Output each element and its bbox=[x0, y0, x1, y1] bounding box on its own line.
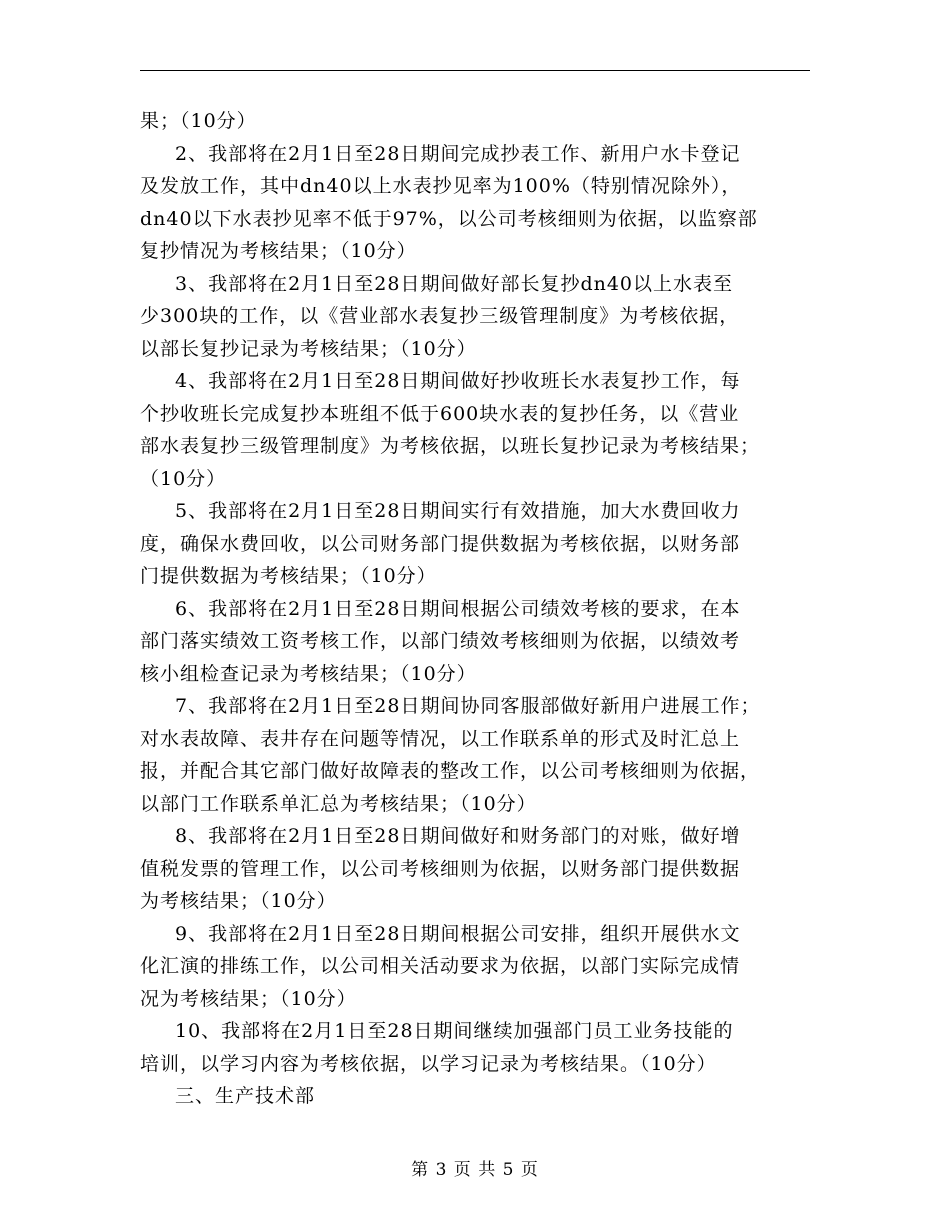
text-line: 及发放工作，其中dn40以上水表抄见率为100%（特别情况除外）， bbox=[140, 175, 742, 197]
text-line: 果；（10分） bbox=[140, 110, 257, 132]
text-line: 7、我部将在2月1日至28日期间协同客服部做好新用户进展工作； bbox=[175, 695, 761, 717]
text-line: 培训，以学习内容为考核依据，以学习记录为考核结果。（10分） bbox=[140, 1052, 717, 1075]
text-line: 值税发票的管理工作，以公司考核细则为依据，以财务部门提供数据 bbox=[140, 857, 741, 880]
text-line: 2、我部将在2月1日至28日期间完成抄表工作、新用户水卡登记 bbox=[175, 142, 741, 165]
text-line: 部水表复抄三级管理制度》为考核依据，以班长复抄记录为考核结果； bbox=[140, 435, 761, 457]
text-line: （10分） bbox=[140, 467, 227, 490]
text-line: 以部长复抄记录为考核结果；（10分） bbox=[140, 337, 477, 360]
text-line: 为考核结果；（10分） bbox=[140, 890, 337, 912]
text-line: 况为考核结果；（10分） bbox=[140, 987, 357, 1010]
text-line: 报，并配合其它部门做好故障表的整改工作，以公司考核细则为依据， bbox=[140, 760, 761, 782]
section-heading: 三、生产技术部 bbox=[175, 1085, 316, 1107]
text-line: 以部门工作联系单汇总为考核结果；（10分） bbox=[140, 792, 537, 815]
text-line: 核小组检查记录为考核结果；（10分） bbox=[140, 662, 477, 685]
text-line: 9、我部将在2月1日至28日期间根据公司安排，组织开展供水文 bbox=[175, 922, 741, 945]
page-number-footer: 第 3 页 共 5 页 bbox=[411, 1160, 539, 1180]
text-line: 部门落实绩效工资考核工作，以部门绩效考核细则为依据，以绩效考 bbox=[140, 630, 741, 652]
text-line: 4、我部将在2月1日至28日期间做好抄收班长水表复抄工作，每 bbox=[175, 370, 741, 392]
header-rule bbox=[140, 70, 810, 71]
text-line: 6、我部将在2月1日至28日期间根据公司绩效考核的要求，在本 bbox=[175, 597, 741, 620]
text-line: 复抄情况为考核结果；（10分） bbox=[140, 240, 417, 262]
text-line: 10、我部将在2月1日至28日期间继续加强部门员工业务技能的 bbox=[175, 1020, 734, 1042]
text-line: 8、我部将在2月1日至28日期间做好和财务部门的对账，做好增 bbox=[175, 825, 741, 847]
text-line: 化汇演的排练工作，以公司相关活动要求为依据，以部门实际完成情 bbox=[140, 955, 741, 977]
document-body bbox=[140, 105, 820, 1113]
text-line: 少300块的工作，以《营业部水表复抄三级管理制度》为考核依据， bbox=[140, 305, 740, 327]
text-line: 个抄收班长完成复抄本班组不低于600块水表的复抄任务，以《营业 bbox=[140, 402, 740, 425]
text-line: 门提供数据为考核结果；（10分） bbox=[140, 565, 437, 587]
text-line: 对水表故障、表井存在问题等情况，以工作联系单的形式及时汇总上 bbox=[140, 727, 741, 750]
text-line: dn40以下水表抄见率不低于97%，以公司考核细则为依据，以监察部 bbox=[140, 207, 758, 230]
text-line: 5、我部将在2月1日至28日期间实行有效措施，加大水费回收力 bbox=[175, 500, 741, 522]
text-line: 3、我部将在2月1日至28日期间做好部长复抄dn40以上水表至 bbox=[175, 272, 734, 295]
text-line: 度，确保水费回收，以公司财务部门提供数据为考核依据，以财务部 bbox=[140, 532, 741, 555]
